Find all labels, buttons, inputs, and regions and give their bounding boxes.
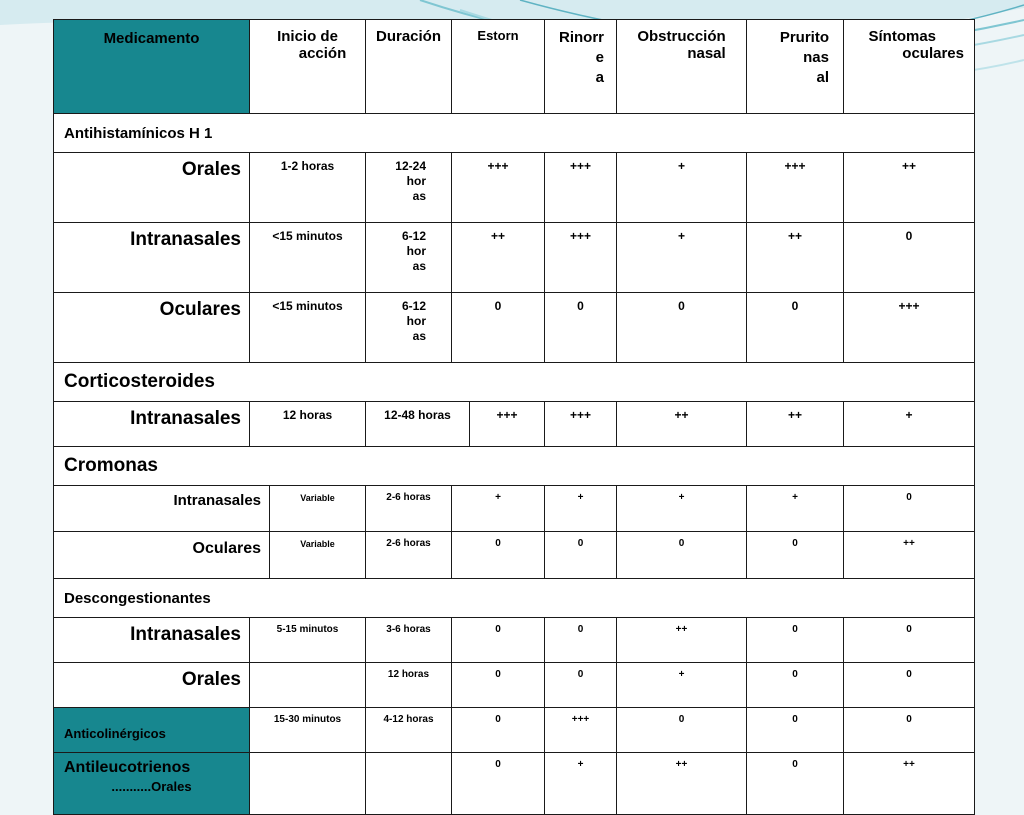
row-label: Intranasales: [54, 402, 250, 447]
cell-obstruccion: 0: [617, 708, 747, 753]
cell-estornudos: ++: [452, 223, 545, 293]
cell-inicio: 12 horas: [250, 402, 366, 447]
cell-duracion: [366, 753, 452, 815]
cell-prurito: 0: [747, 618, 844, 663]
table-row: [54, 663, 975, 708]
cell-prurito: ++: [747, 402, 844, 447]
cell-inicio: Variable: [270, 532, 366, 579]
header-inicio-de-accion: Inicio de acción: [250, 20, 366, 114]
cell-obstruccion: ++: [617, 618, 747, 663]
cell-rinorrea: +: [545, 486, 617, 532]
table-header-row: [54, 20, 975, 114]
cell-duracion: 4-12 horas: [366, 708, 452, 753]
row-label: Oculares: [54, 532, 270, 579]
row-label: Intranasales: [54, 223, 250, 293]
cell-inicio: 1-2 horas: [250, 153, 366, 223]
header-estornudos: Estorn: [452, 20, 545, 114]
cell-obstruccion: +: [617, 153, 747, 223]
cell-sintomas: 0: [844, 618, 975, 663]
cell-inicio: <15 minutos: [250, 293, 366, 363]
section-row-descongestionantes: [54, 579, 975, 618]
cell-prurito: +: [747, 486, 844, 532]
cell-rinorrea: +++: [545, 402, 617, 447]
cell-rinorrea: +++: [545, 153, 617, 223]
row-label-antileucotrienos: Antileucotrienos ...........Orales: [54, 753, 250, 815]
row-label: Intranasales: [54, 486, 270, 532]
row-label: Intranasales: [54, 618, 250, 663]
section-row-cromonas: [54, 447, 975, 486]
cell-inicio: [250, 753, 366, 815]
section-title: Cromonas: [54, 447, 975, 486]
header-rinorrea: Rinorr e a: [545, 20, 617, 114]
cell-duracion: 6-12 hor as: [366, 223, 452, 293]
cell-prurito: 0: [747, 532, 844, 579]
cell-rinorrea: 0: [545, 618, 617, 663]
row-label: Orales: [54, 153, 250, 223]
table-row: [54, 153, 975, 223]
table-row: [54, 708, 975, 753]
cell-prurito: 0: [747, 708, 844, 753]
cell-sintomas: 0: [844, 486, 975, 532]
table-row: [54, 402, 975, 447]
cell-estornudos: 0: [452, 618, 545, 663]
cell-obstruccion: ++: [617, 753, 747, 815]
cell-sintomas: +: [844, 402, 975, 447]
cell-estornudos: +++: [452, 153, 545, 223]
cell-sintomas: ++: [844, 753, 975, 815]
section-title: Antihistamínicos H 1: [54, 114, 975, 153]
cell-inicio: <15 minutos: [250, 223, 366, 293]
cell-sintomas: +++: [844, 293, 975, 363]
cell-rinorrea: +: [545, 753, 617, 815]
cell-rinorrea: +++: [545, 223, 617, 293]
section-row-corticosteroides: [54, 363, 975, 402]
table-row: [54, 223, 975, 293]
cell-duracion: 2-6 horas: [366, 486, 452, 532]
cell-sintomas: ++: [844, 532, 975, 579]
cell-prurito: +++: [747, 153, 844, 223]
cell-obstruccion: 0: [617, 293, 747, 363]
cell-inicio: 15-30 minutos: [250, 708, 366, 753]
cell-obstruccion: +: [617, 663, 747, 708]
cell-estornudos: 0: [452, 708, 545, 753]
cell-rinorrea: 0: [545, 293, 617, 363]
row-label: Oculares: [54, 293, 250, 363]
header-duracion: Duración: [366, 20, 452, 114]
section-title: Descongestionantes: [54, 579, 975, 618]
section-row-antihistaminicos: [54, 114, 975, 153]
cell-rinorrea: 0: [545, 532, 617, 579]
row-label: Orales: [54, 663, 250, 708]
row-label-anticolinergicos: Anticolinérgicos: [54, 708, 250, 753]
cell-prurito: 0: [747, 293, 844, 363]
cell-duracion: 6-12 hor as: [366, 293, 452, 363]
cell-estornudos: 0: [452, 532, 545, 579]
cell-inicio: Variable: [270, 486, 366, 532]
cell-duracion: 2-6 horas: [366, 532, 452, 579]
cell-sintomas: 0: [844, 663, 975, 708]
table-row: [54, 532, 975, 579]
cell-rinorrea: +++: [545, 708, 617, 753]
cell-prurito: 0: [747, 753, 844, 815]
table-row: [54, 753, 975, 815]
medication-comparison-table: [53, 19, 975, 815]
cell-sintomas: ++: [844, 153, 975, 223]
cell-prurito: 0: [747, 663, 844, 708]
header-sintomas-oculares: Síntomas oculares: [844, 20, 975, 114]
cell-duracion: 12-24 hor as: [366, 153, 452, 223]
cell-duracion: 12 horas: [366, 663, 452, 708]
cell-estornudos: 0: [452, 753, 545, 815]
header-obstruccion-nasal: Obstrucción nasal: [617, 20, 747, 114]
cell-inicio: [250, 663, 366, 708]
section-title: Corticosteroides: [54, 363, 975, 402]
table-row: [54, 618, 975, 663]
cell-estornudos: 0: [452, 663, 545, 708]
cell-prurito: ++: [747, 223, 844, 293]
header-prurito-nasal: Prurito nas al: [747, 20, 844, 114]
header-medicamento: Medicamento: [54, 20, 250, 114]
cell-rinorrea: 0: [545, 663, 617, 708]
cell-estornudos: +: [452, 486, 545, 532]
cell-obstruccion: ++: [617, 402, 747, 447]
cell-estornudos: 0: [452, 293, 545, 363]
table-row: [54, 293, 975, 363]
cell-sintomas: 0: [844, 223, 975, 293]
cell-estornudos: +++: [470, 402, 545, 447]
cell-inicio: 5-15 minutos: [250, 618, 366, 663]
cell-duracion: 3-6 horas: [366, 618, 452, 663]
cell-obstruccion: +: [617, 486, 747, 532]
cell-obstruccion: 0: [617, 532, 747, 579]
table-row: [54, 486, 975, 532]
cell-obstruccion: +: [617, 223, 747, 293]
cell-duracion: 12-48 horas: [366, 402, 470, 447]
cell-sintomas: 0: [844, 708, 975, 753]
